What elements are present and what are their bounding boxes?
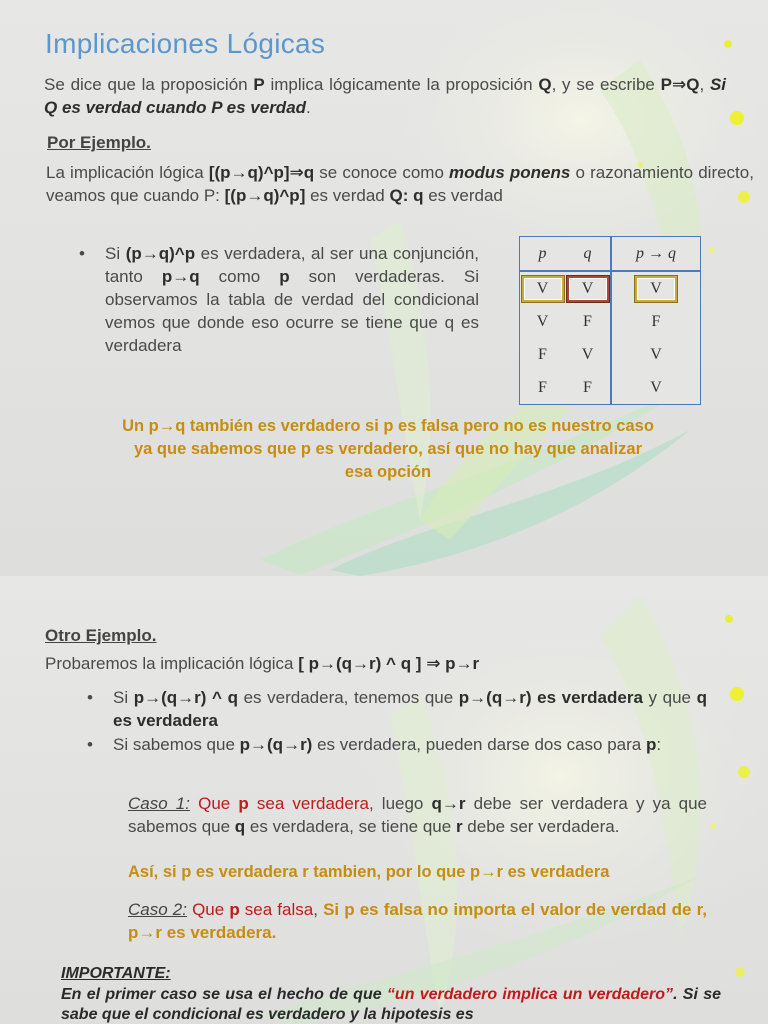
table-header-row — [520, 237, 700, 271]
caso-1-label: Caso 1: — [128, 794, 190, 813]
table-cell: V — [536, 312, 549, 330]
table-cell: V — [635, 276, 677, 302]
modus-ponens-paragraph: La implicación lógica [(p→q)^p]⇒q se conoce como modus ponens o razonamiento directo, veamos que cuando P: [(p→q)^p] es verdad Q: q es verdad — [46, 163, 754, 205]
list-item: • Si p→(q→r) ^ q es verdadera, tenemos que p→(q→r) es verdadera y que q es verdadera — [87, 688, 707, 730]
caso-2: Caso 2: Que p sea falsa, Si p es falsa no importa el valor de verdad de r, p→r es verdadera. — [128, 900, 707, 942]
caso-1-conclusion: Así, si p es verdadera r tambien, por lo que p→r es verdadera — [128, 863, 610, 881]
table-cell: V — [581, 345, 594, 363]
table-cell: F — [583, 312, 592, 330]
table-cell: F — [538, 378, 547, 396]
table-header: p — [520, 237, 565, 271]
importante-label: IMPORTANTE: — [61, 965, 171, 982]
list-item: • Si (p→q)^p es verdadera, al ser una conjunción, tanto p→q como p son verdaderas. Si observamos la tabla de verdad del condicional vemos que donde eso ocurre se tiene que q es verdadera — [79, 244, 479, 355]
table-header: q — [565, 237, 611, 271]
table-row — [520, 271, 700, 305]
table-cell: F — [611, 305, 700, 338]
example-heading: Por Ejemplo. — [47, 133, 151, 152]
truth-table — [519, 236, 701, 405]
table-cell: V — [611, 338, 700, 371]
other-example-heading: Otro Ejemplo. — [45, 626, 157, 645]
note-text: Un p→q también es verdadero si p es falsa pero no es nuestro caso ya que sabemos que p es verdadero, así que no hay que analizar esa opción — [122, 417, 654, 481]
table-row — [520, 371, 700, 404]
caso-1: Caso 1: Que p sea verdadera, luego q→r debe ser verdadera y ya que sabemos que q es verdadera, se tiene que r debe ser verdadera. — [128, 794, 708, 836]
table-cell: V — [522, 276, 564, 302]
table-row — [520, 305, 700, 338]
list-item: • Si sabemos que p→(q→r) es verdadera, pueden darse dos caso para p: — [87, 735, 662, 754]
page-title: Implicaciones Lógicas — [45, 28, 326, 59]
definition-paragraph: Se dice que la proposición P implica lógicamente la proposición Q, y se escribe P⇒Q, Si Q es verdad cuando P es verdad. — [44, 75, 727, 117]
table-header: p → q — [611, 237, 700, 271]
table-cell: V — [611, 371, 700, 404]
table-cell: F — [538, 345, 547, 363]
table-cell: F — [583, 378, 592, 396]
caso-2-label: Caso 2: — [128, 900, 187, 919]
table-cell: V — [567, 276, 609, 302]
slide-otro-ejemplo — [0, 576, 768, 1024]
other-example-intro: Probaremos la implicación lógica [ p→(q→r) ^ q ] ⇒ p→r — [45, 654, 480, 673]
table-row — [520, 338, 700, 371]
importante-text: En el primer caso se usa el hecho de que “un verdadero implica un verdadero”. Si se sabe que el condicional es verdadero y la hipotesis es — [61, 986, 722, 1023]
